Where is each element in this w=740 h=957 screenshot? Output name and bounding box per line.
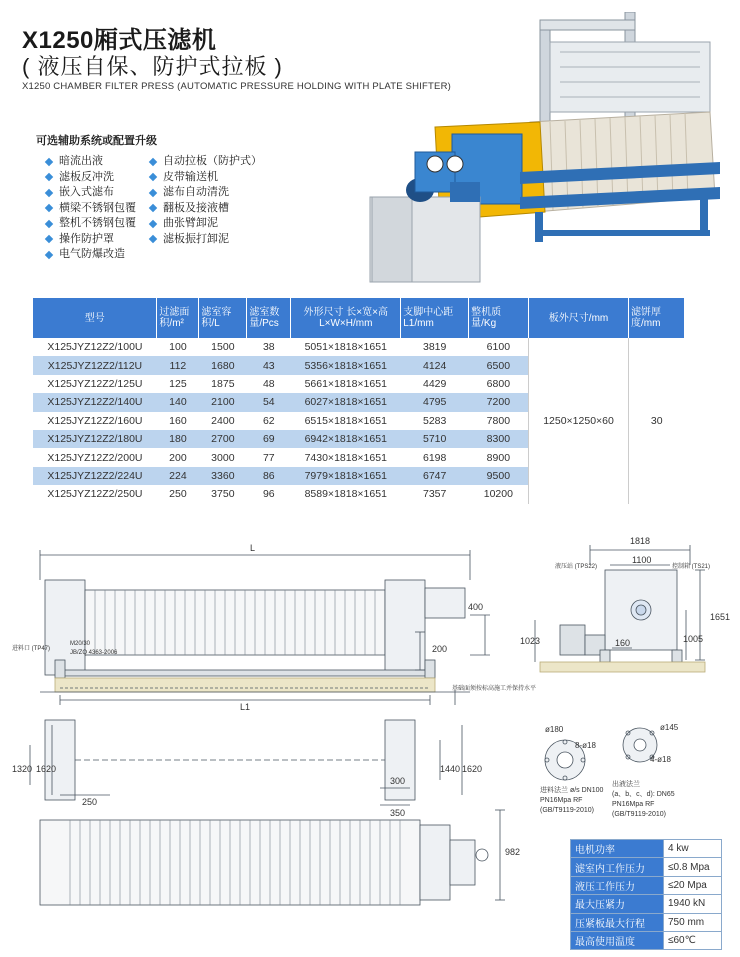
- dim-8-18: 8-ø18: [575, 741, 596, 750]
- diamond-bullet-icon: [45, 204, 53, 212]
- param-value: 750 mm: [664, 913, 722, 931]
- plate-size-cell: 1250×1250×60: [529, 338, 629, 504]
- dim-1620b: 1620: [462, 764, 483, 774]
- table-cell: 96: [262, 488, 275, 501]
- dim-1023: 1023: [520, 636, 541, 646]
- table-cell: 125: [169, 377, 187, 390]
- table-cell: 3819: [423, 341, 447, 354]
- diamond-bullet-icon: [45, 220, 53, 228]
- table-cell: 7200: [469, 393, 529, 411]
- table-row: [571, 840, 722, 858]
- option-item: 曲张臂卸泥: [150, 216, 262, 232]
- option-item: 皮带输送机: [150, 170, 262, 186]
- col-header: 整机质量/Kg: [469, 298, 529, 338]
- col-header: 滤室容积/L: [199, 298, 247, 338]
- spec-table: [33, 298, 685, 504]
- option-item: 滤板反冲洗: [46, 170, 136, 186]
- table-cell: 48: [262, 377, 275, 390]
- table-cell: 6515×1818×1651: [304, 414, 387, 427]
- table-cell: 5661×1818×1651: [304, 377, 387, 390]
- note-outlet-flange-l2: (a、b、c、d): DN65: [612, 791, 675, 798]
- table-row: [571, 858, 722, 876]
- table-cell: 6198: [423, 451, 447, 464]
- table-cell: 112: [157, 356, 199, 374]
- col-header: 滤室数量/Pcs: [247, 298, 291, 338]
- table-cell: 180: [157, 430, 199, 448]
- table-cell: 1875: [211, 377, 235, 390]
- param-value: 1940 kN: [664, 895, 722, 913]
- param-value: 4 kw: [664, 840, 722, 858]
- col-header: 过滤面积/m²: [157, 298, 199, 338]
- dim-350: 350: [390, 808, 406, 818]
- col-header: 支脚中心距 L1/mm: [401, 298, 469, 338]
- table-cell: 62: [262, 414, 275, 427]
- table-cell: 6100: [486, 341, 511, 354]
- option-item: 嵌入式滤布: [46, 185, 136, 201]
- table-cell: 1500: [211, 341, 235, 354]
- note-ground: 基础面须按标高施工并保持水平: [452, 686, 537, 692]
- table-cell: 2400: [211, 414, 235, 427]
- note-feed-flange-l2: PN16Mpa RF: [540, 797, 583, 804]
- param-value: ≤0.8 Mpa: [664, 858, 722, 876]
- diamond-bullet-icon: [149, 235, 157, 243]
- dim-400: 400: [468, 602, 484, 612]
- table-cell: 5356×1818×1651: [291, 356, 401, 374]
- diamond-bullet-icon: [149, 158, 157, 166]
- table-cell: 69: [247, 430, 291, 448]
- page-subtitle: ( 液压自保、防护式拉板 ): [22, 54, 283, 79]
- table-cell: 6500: [469, 356, 529, 374]
- col-header: 板外尺寸/mm: [529, 298, 629, 338]
- table-cell: 140: [157, 393, 199, 411]
- note-feed-flange-l1: 进料法兰 ø/s DN100: [540, 787, 604, 794]
- dim-1440: 1440: [440, 764, 461, 774]
- note-control-box: 控制箱 (TS21): [672, 564, 711, 570]
- note-outlet-flange-l3: PN16Mpa RF: [612, 801, 655, 808]
- table-cell: 7357: [423, 488, 447, 501]
- diamond-bullet-icon: [45, 173, 53, 181]
- diamond-bullet-icon: [45, 158, 53, 166]
- table-row: [571, 931, 722, 949]
- table-cell: X125JYZ12Z2/200U: [47, 451, 143, 464]
- options-right-list: [150, 154, 262, 247]
- table-cell: 4429: [423, 377, 447, 390]
- option-item: 操作防护罩: [46, 232, 136, 248]
- diamond-bullet-icon: [45, 189, 53, 197]
- note-hydraulic-station: 液压站 (TPS22): [555, 564, 598, 570]
- param-label: 最大压紧力: [571, 895, 664, 913]
- option-item: 横梁不锈钢包覆: [46, 201, 136, 217]
- table-cell: 8300: [469, 430, 529, 448]
- diamond-bullet-icon: [149, 173, 157, 181]
- table-cell: 1680: [199, 356, 247, 374]
- diamond-bullet-icon: [149, 204, 157, 212]
- table-cell: 3360: [199, 467, 247, 485]
- dim-L1: L1: [240, 702, 251, 712]
- dim-982: 982: [505, 847, 521, 857]
- note-outlet-flange-l4: (GB/T9119-2010): [612, 811, 666, 818]
- table-cell: 3000: [211, 451, 235, 464]
- dim-250: 250: [82, 797, 98, 807]
- dim-160: 160: [615, 638, 631, 648]
- dim-1620a: 1620: [36, 764, 57, 774]
- english-title: X1250 CHAMBER FILTER PRESS (AUTOMATIC PRESSURE HOLDING WITH PLATE SHIFTER): [22, 81, 451, 92]
- table-cell: X125JYZ12Z2/112U: [33, 356, 157, 374]
- option-item: 自动拉板（防护式）: [150, 154, 262, 170]
- col-header: 滤饼厚度/mm: [628, 298, 684, 338]
- dim-145: ø145: [660, 723, 679, 732]
- table-cell: 10200: [483, 488, 513, 501]
- dim-180: ø180: [545, 725, 564, 734]
- table-cell: 5283: [423, 414, 447, 427]
- table-row: [571, 913, 722, 931]
- table-cell: X125JYZ12Z2/125U: [47, 377, 143, 390]
- table-cell: 200: [169, 451, 187, 464]
- table-cell: 3750: [211, 488, 235, 501]
- diamond-bullet-icon: [149, 189, 157, 197]
- table-cell: 7979×1818×1651: [291, 467, 401, 485]
- option-item: 翻板及接液槽: [150, 201, 262, 217]
- dim-1320: 1320: [12, 764, 33, 774]
- table-cell: 4124: [401, 356, 469, 374]
- diamond-bullet-icon: [45, 251, 53, 259]
- table-cell: 2700: [199, 430, 247, 448]
- table-cell: 250: [169, 488, 187, 501]
- table-cell: 6942×1818×1651: [291, 430, 401, 448]
- dim-1818: 1818: [630, 536, 651, 546]
- filter-press-photo: [360, 12, 730, 292]
- table-cell: 100: [169, 341, 187, 354]
- note-outlet-flange-l1: 出液法兰: [612, 781, 640, 788]
- table-cell: 8900: [486, 451, 511, 464]
- dim-200: 200: [432, 644, 448, 654]
- option-item: 整机不锈钢包覆: [46, 216, 136, 232]
- table-cell: 5051×1818×1651: [304, 341, 387, 354]
- table-cell: X125JYZ12Z2/180U: [33, 430, 157, 448]
- table-row: [571, 895, 722, 913]
- note-standard: JB/ZQ 4363-2006: [70, 650, 118, 656]
- table-cell: 224: [157, 467, 199, 485]
- option-item: 电气防爆改造: [46, 247, 136, 263]
- option-item: 暗流出液: [46, 154, 136, 170]
- table-cell: X125JYZ12Z2/140U: [33, 393, 157, 411]
- note-feed-flange-l3: (GB/T9119-2010): [540, 807, 594, 814]
- param-label: 滤室内工作压力: [571, 858, 664, 876]
- table-cell: 86: [247, 467, 291, 485]
- table-cell: 54: [247, 393, 291, 411]
- cake-thickness-cell: 30: [628, 338, 684, 504]
- table-cell: X125JYZ12Z2/224U: [33, 467, 157, 485]
- col-header: 型号: [33, 298, 157, 338]
- table-cell: 6747: [401, 467, 469, 485]
- table-cell: 6800: [486, 377, 511, 390]
- table-cell: 5710: [401, 430, 469, 448]
- note-anchor: M20/30: [70, 641, 91, 647]
- table-cell: 38: [262, 341, 275, 354]
- table-cell: X125JYZ12Z2/250U: [47, 488, 143, 501]
- option-item: 滤布自动清洗: [150, 185, 262, 201]
- params-table: [570, 839, 722, 950]
- note-feed-port: 进料口 (TP47): [12, 646, 51, 652]
- page-title: X1250厢式压滤机: [22, 27, 217, 54]
- table-cell: 4795: [401, 393, 469, 411]
- table-header-row: [33, 298, 685, 338]
- param-label: 电机功率: [571, 840, 664, 858]
- table-cell: 8589×1818×1651: [304, 488, 387, 501]
- table-cell: 160: [169, 414, 187, 427]
- table-cell: 6027×1818×1651: [291, 393, 401, 411]
- param-label: 最高使用温度: [571, 931, 664, 949]
- dim-1651: 1651: [710, 612, 731, 622]
- param-label: 压紧板最大行程: [571, 913, 664, 931]
- table-cell: 7430×1818×1651: [304, 451, 387, 464]
- dim-L: L: [250, 543, 256, 553]
- table-row: [33, 338, 685, 356]
- table-cell: 2100: [199, 393, 247, 411]
- table-cell: X125JYZ12Z2/160U: [47, 414, 143, 427]
- param-value: ≤20 Mpa: [664, 876, 722, 894]
- param-value: ≤60℃: [664, 931, 722, 949]
- diamond-bullet-icon: [149, 220, 157, 228]
- dim-1100: 1100: [632, 555, 652, 565]
- options-title: 可选辅助系统或配置升级: [36, 135, 157, 147]
- dim-1005: 1005: [683, 634, 704, 644]
- diamond-bullet-icon: [45, 235, 53, 243]
- dim-300: 300: [390, 776, 406, 786]
- col-header: 外形尺寸 长×宽×高 L×W×H/mm: [291, 298, 401, 338]
- dim-4-18: 4-ø18: [650, 755, 671, 764]
- option-item: 滤板振打卸泥: [150, 232, 262, 248]
- param-label: 液压工作压力: [571, 876, 664, 894]
- table-cell: 7800: [486, 414, 511, 427]
- table-cell: 43: [247, 356, 291, 374]
- table-cell: 9500: [469, 467, 529, 485]
- table-cell: 77: [262, 451, 275, 464]
- options-left-list: [46, 154, 136, 263]
- table-cell: X125JYZ12Z2/100U: [47, 341, 143, 354]
- table-row: [571, 876, 722, 894]
